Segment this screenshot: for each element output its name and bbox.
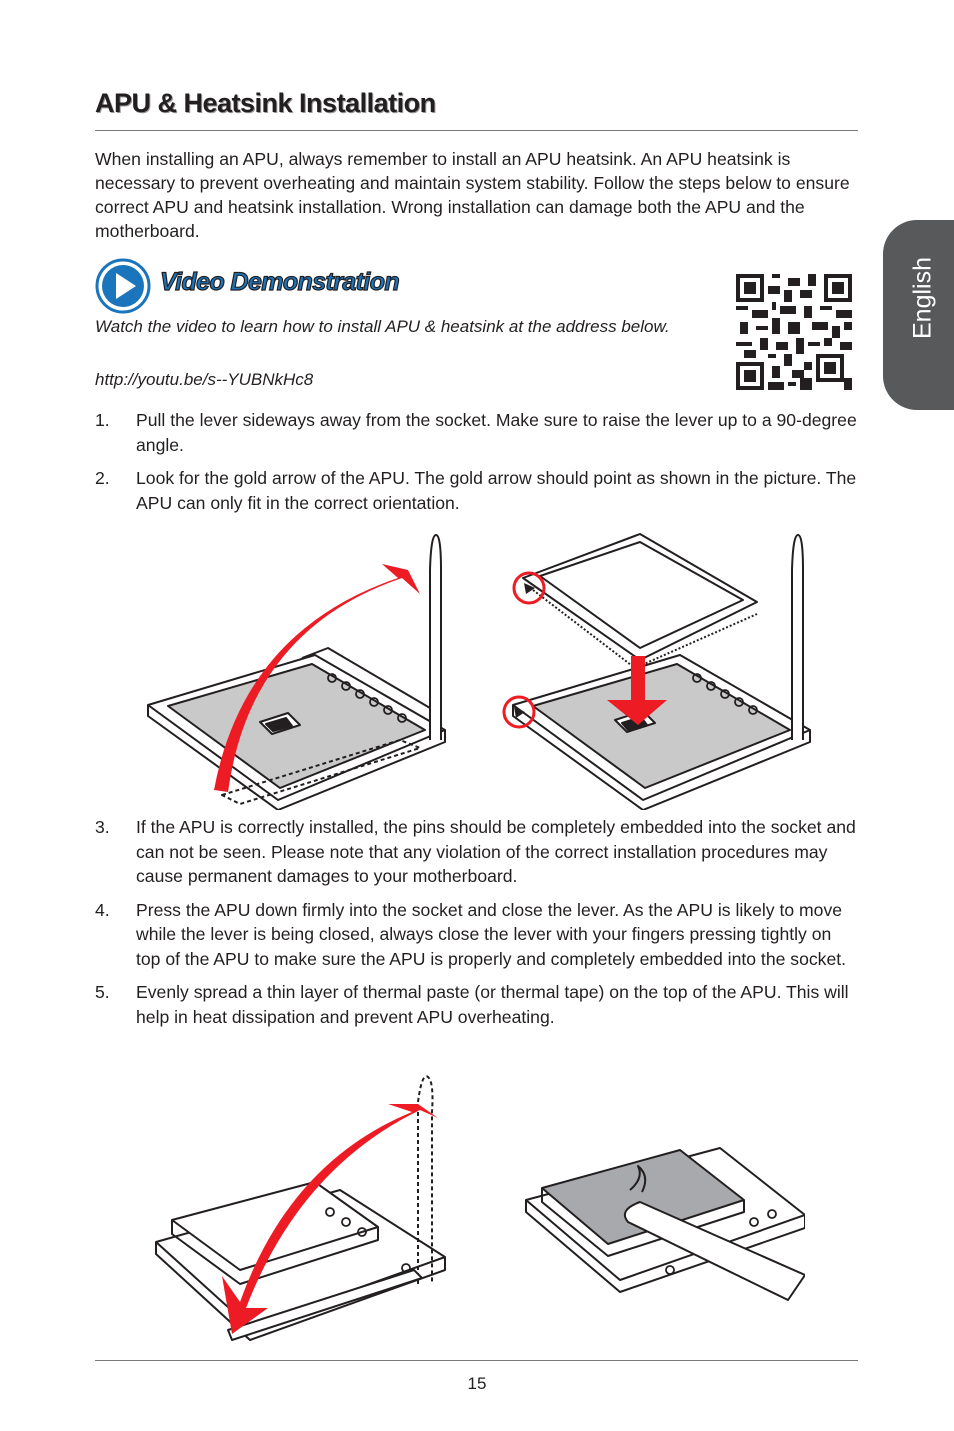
video-description: Watch the video to learn how to install APU & heatsink at the address below. — [95, 317, 670, 336]
thermal-paste-illustration — [520, 1140, 805, 1305]
list-item — [95, 466, 860, 515]
lever-raise-illustration — [140, 530, 460, 810]
step-number: 1. — [95, 410, 110, 430]
steps-list-part2 — [95, 815, 860, 1038]
page-title: APU & Heatsink Installation — [95, 88, 436, 118]
list-item — [95, 815, 860, 889]
step-text: Look for the gold arrow of the APU. The gold arrow should point as shown in the picture. The APU can only fit in the correct orientation. — [136, 468, 857, 513]
steps-list-part1 — [95, 408, 860, 524]
qr-code — [736, 274, 852, 390]
list-item — [95, 408, 860, 457]
step-text: If the APU is correctly installed, the pins should be completely embedded into the socket and can not be seen. Please note that any violation of the correct installation procedures may cause permanent damages to your motherboard. — [136, 817, 856, 886]
step-text: Press the APU down firmly into the socket and close the lever. As the APU is likely to move while the lever is being closed, always close the lever with your fingers pressing tightly on top of the APU to make sure the APU is properly and completely embedded into the socket. — [136, 899, 847, 969]
step-number: 3. — [95, 817, 110, 837]
step-text: Pull the lever sideways away from the socket. Make sure to raise the lever up to a 90-degree angle. — [136, 410, 857, 455]
video-link[interactable]: http://youtu.be/s--YUBNkHc8 — [95, 370, 314, 389]
step-number: 4. — [95, 899, 110, 920]
title-divider — [95, 130, 858, 131]
language-tab-label: English — [908, 257, 937, 339]
play-icon[interactable] — [95, 258, 151, 314]
step-number: 5. — [95, 982, 110, 1002]
step-text: Evenly spread a thin layer of thermal paste (or thermal tape) on the top of the APU. This will help in heat dissipation and prevent APU overheating. — [136, 982, 849, 1027]
list-item — [95, 980, 860, 1029]
apu-placement-illustration — [495, 530, 825, 810]
lever-close-illustration — [150, 1072, 450, 1347]
page-number: 15 — [467, 1374, 487, 1393]
video-heading: Video Demonstration — [160, 268, 400, 296]
list-item — [95, 898, 860, 972]
step-number: 2. — [95, 468, 110, 488]
footer-divider — [95, 1360, 858, 1361]
intro-paragraph: When installing an APU, always remember to install an APU heatsink. An APU heatsink is necessary to prevent overheating and maintain system stability. Follow the steps below to ensure correct APU and heatsink installation. Wrong installation can damage both the APU and the motherboard. — [95, 149, 850, 241]
language-tab[interactable] — [883, 220, 954, 410]
